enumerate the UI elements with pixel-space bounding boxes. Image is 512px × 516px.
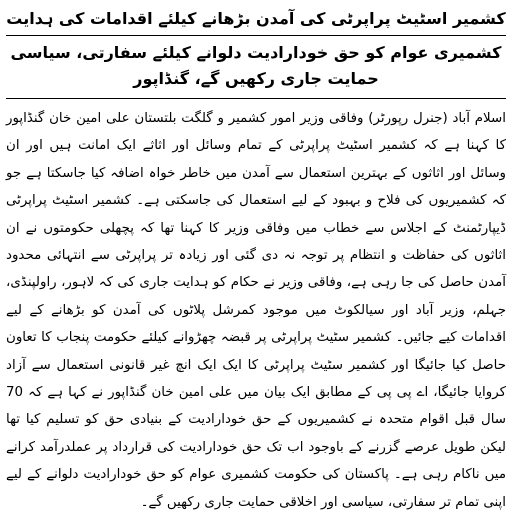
headline: کشمیر اسٹیٹ پراپرٹی کی آمدن بڑھانے کیلئے اقدامات کی ہدایت [6, 4, 506, 36]
subheadline: کشمیری عوام کو حق خودارادیت دلوانے کیلئے سفارتی، سیاسی حمایت جاری رکھیں گے، گنڈاپور [6, 36, 506, 99]
article-body: اسلام آباد (جنرل رپورٹر) وفاقی وزیر امور کشمیر و گلگت بلتستان علی امین خان گنڈاپور کا کہنا ہے کہ کشمیر اسٹیٹ پراپرٹی کے تمام وسائل اور اثاثے ایک امانت ہیں اور ان وسائل اور اثاثوں کے بہترین استعمال سے آمدن میں خاطر خواہ اضافہ کیا جاسکتا ہے جو کہ کشمیریوں کی فلاح و بہبود کے لیے استعمال کی جاسکتی ہے۔ کشمیر اسٹیٹ پراپرٹی ڈیپارٹمنٹ کے اجلاس سے خطاب میں وفاقی وزیر کا کہنا تھا کہ پچھلی حکومتوں نے ان اثاثوں کی حفاظت و انتظام پر توجہ نہ دی گئی اور زیادہ تر پراپرٹی سے انتہائی محدود آمدن حاصل کی جا رہی ہے، وفاقی وزیر نے حکام کو ہدایت جاری کی کہ لاہور، راولپنڈی، جہلم، وزیر آباد اور سیالکوٹ میں موجود کمرشل پلاٹوں کی آمدن کو بڑھانے کے لیے اقدامات کیے جائیں۔ کشمیر سٹیٹ پراپرٹی پر قبضہ چھڑوانے کیلئے حکومت پنجاب کا تعاون حاصل کیا جائیگا اور کشمیر سٹیٹ پراپرٹی کا ایک ایک انچ غیر قانونی استعمال سے آزاد کروایا جائیگا، اے پی پی کے مطابق ایک بیان میں علی امین خان گنڈاپور نے کہا ہے کہ 70 سال قبل اقوام متحدہ نے کشمیریوں کے حق خودارادیت کے بنیادی حق کو تسلیم کیا تھا لیکن طویل عرصے گزرنے کے باوجود اب تک حق خودارادیت کی قرارداد پر عملدرآمد کرانے میں ناکام رہی ہے۔ پاکستان کی حکومت کشمیری عوام کو حق خودارادیت دلوانے کے لیے اپنی تمام تر سفارتی، سیاسی اور اخلاقی حمایت جاری رکھیں گے۔ [6, 111, 506, 510]
